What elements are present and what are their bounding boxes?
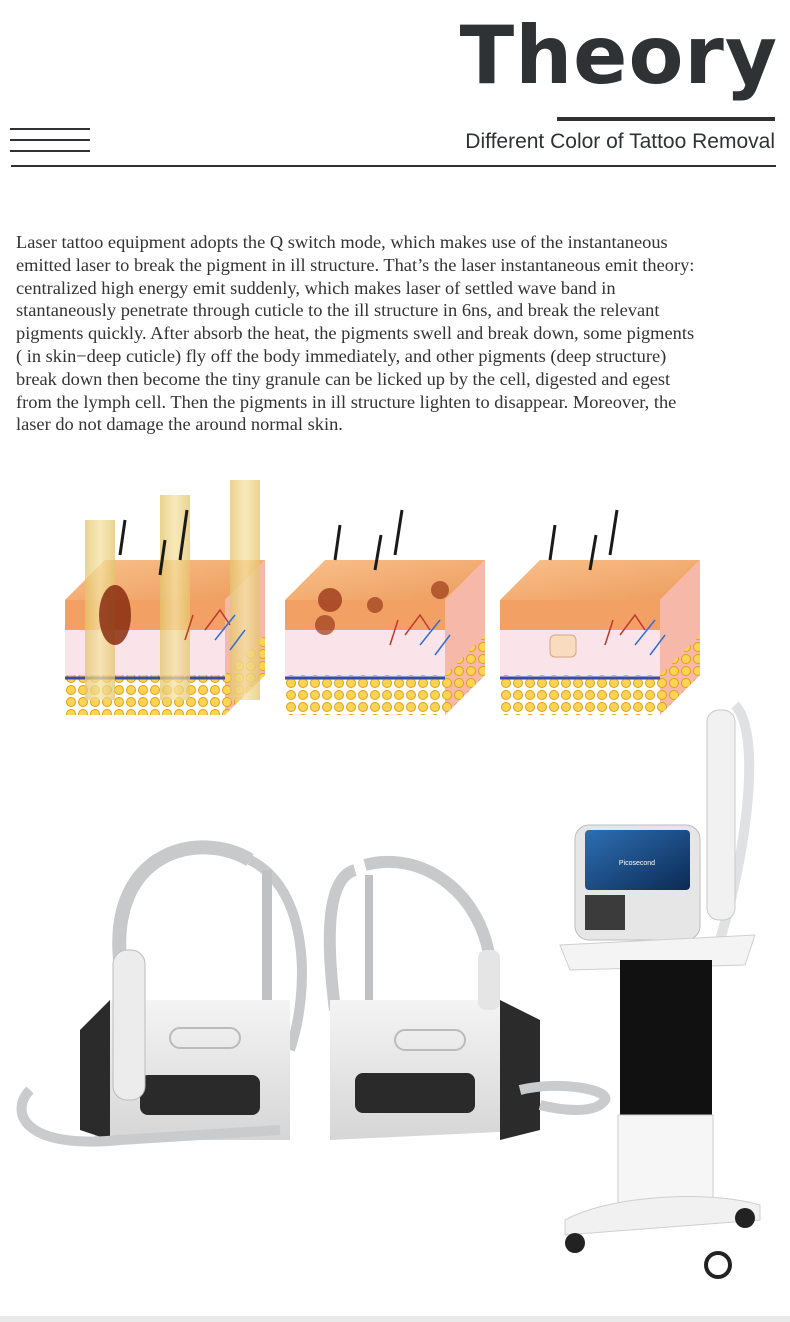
skin-block-during: [285, 510, 485, 715]
page-subtitle: Different Color of Tattoo Removal: [465, 130, 775, 153]
laser-machines-image: [0, 690, 790, 1290]
skin-cross-section-illustration: [60, 470, 720, 720]
menu-lines-icon: [10, 128, 90, 154]
header-divider: [11, 165, 776, 167]
title-underline: [557, 117, 775, 121]
skin-block-before: [65, 480, 265, 715]
theory-paragraph: Laser tattoo equipment adopts the Q switch mode, which makes use of the instantaneous emitted laser to break the pigment in ill structure. That’s the laser instantaneous emit theory: centralized high energy emit suddenly, which makes laser of settled wave band in stantaneously penetrate through cuticle to the ill structure in 6ns, and break the relevant pigments quickly. After absorb the heat, the pigments swell and break down, some pigments ( in skin−deep cuticle) fly off the body immediately, and other pigments (deep structure) break down then become the tiny granule can be licked up by the cell, digested and egest from the lymph cell. Then the pigments in ill structure lighten to disappear. Moreover, the laser do not damage the around normal skin.: [16, 232, 695, 435]
bottom-band: [0, 1316, 790, 1322]
page-title: Theory: [459, 9, 778, 102]
device-screen-text: Picosecond: [618, 860, 656, 867]
trolley-machine-right: [560, 705, 760, 1277]
portable-machine-left: [22, 847, 302, 1141]
portable-machine-middle: [330, 862, 606, 1140]
skin-block-after: [500, 510, 700, 715]
